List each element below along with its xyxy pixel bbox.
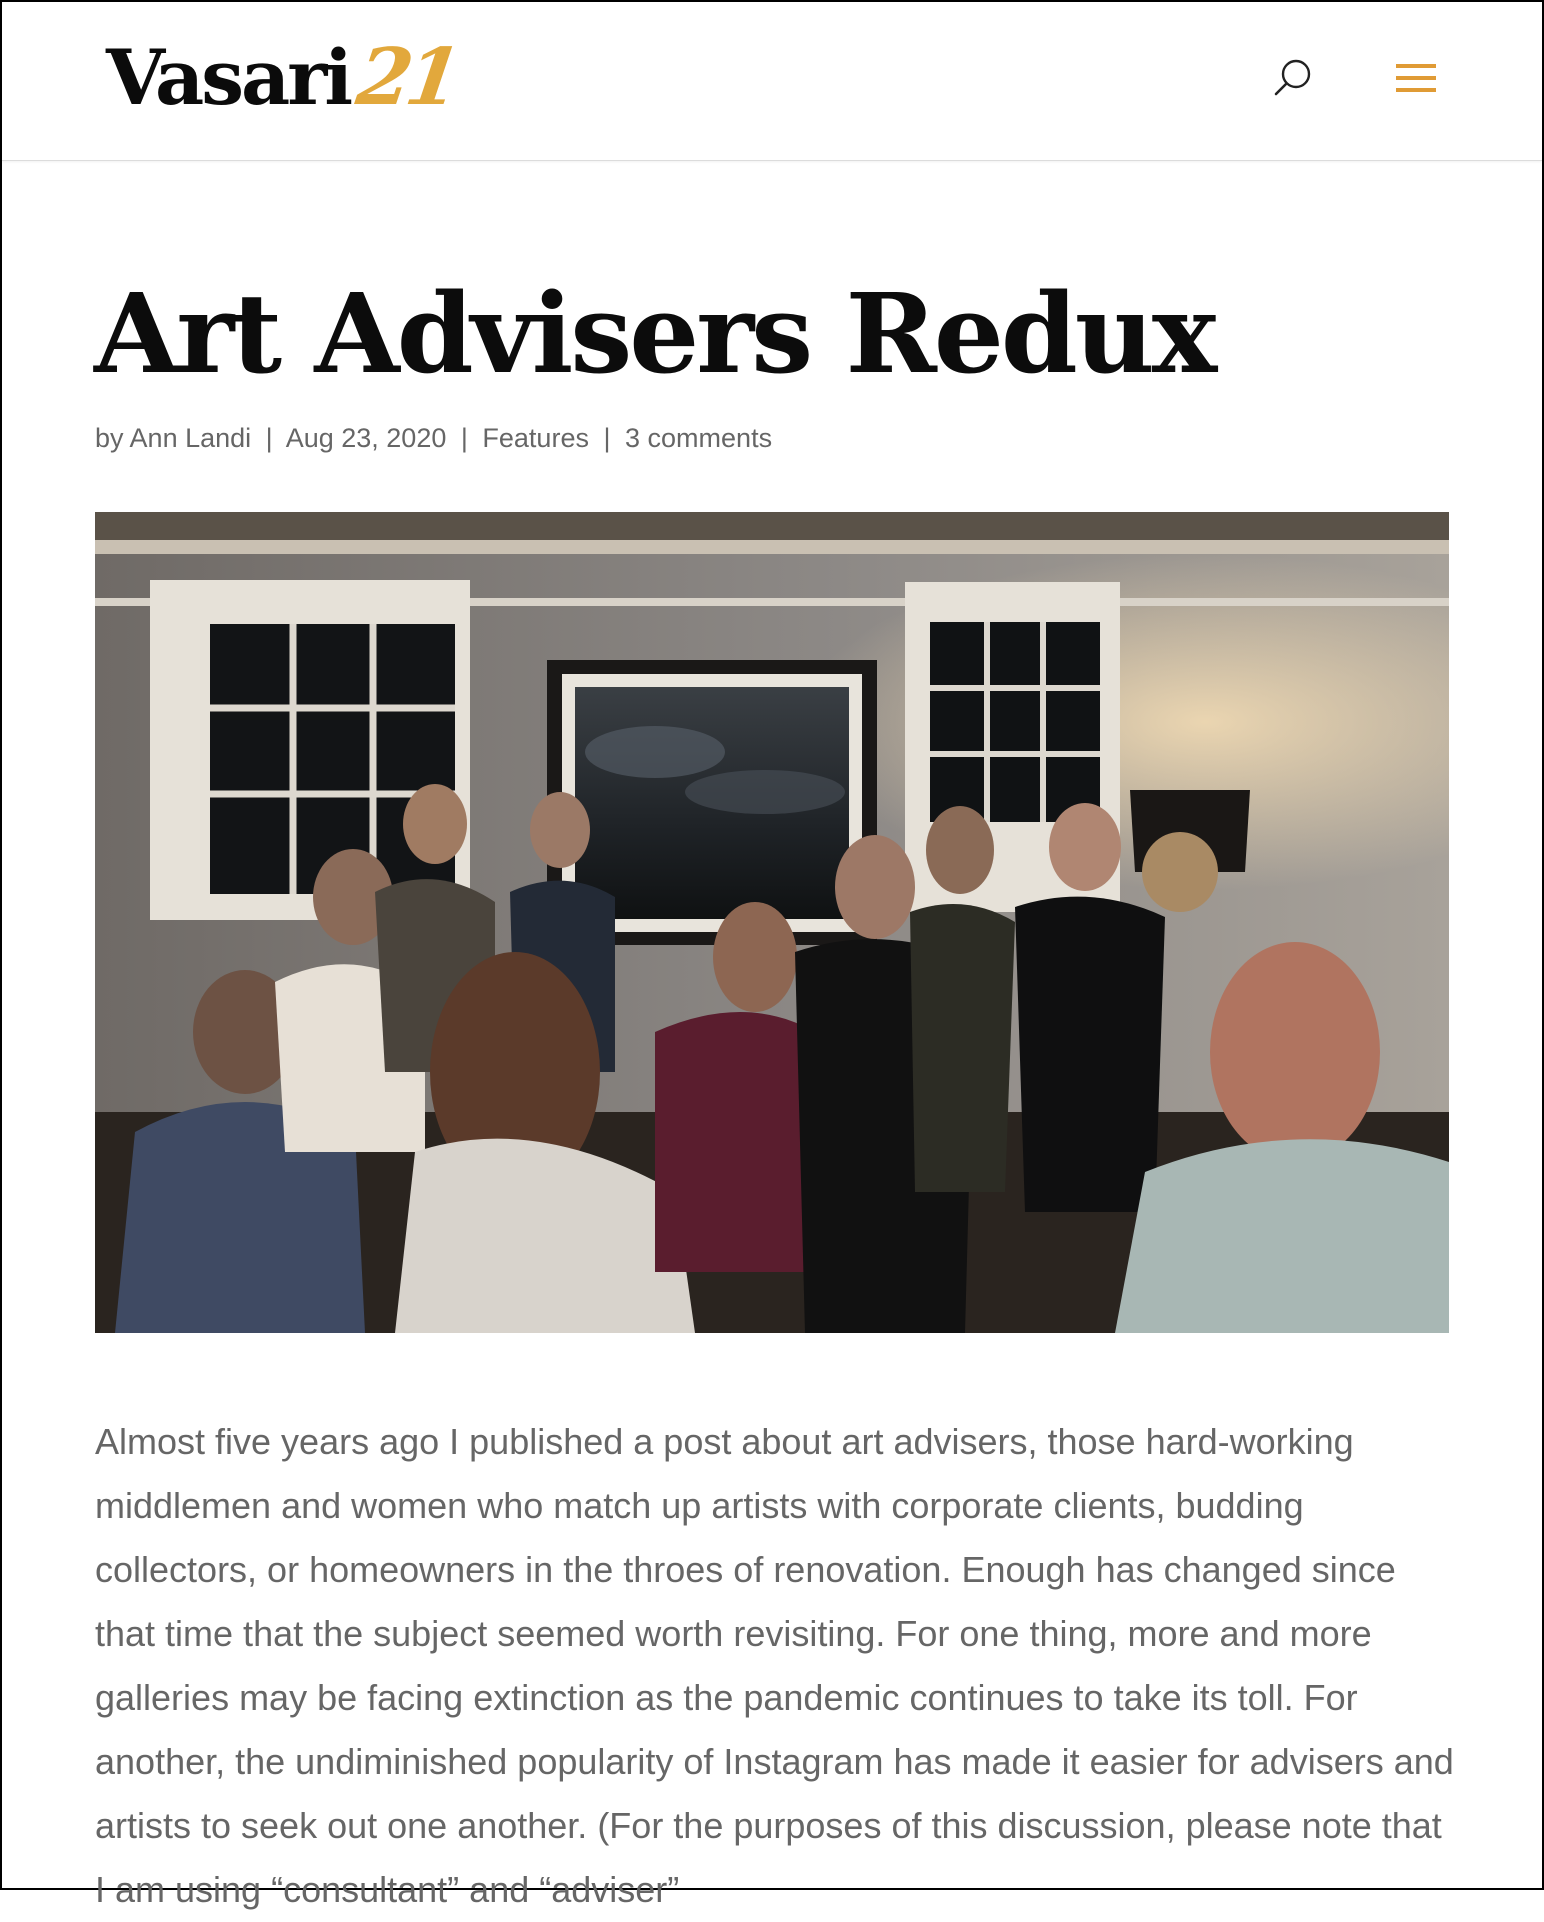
logo-wordmark: Vasari [106,33,351,122]
category-link[interactable]: Features [482,423,589,453]
post-title: Art Advisers Redux [94,269,1215,398]
search-icon [1270,54,1316,100]
meta-separator: | [603,423,611,453]
logo-number: 21 [351,32,462,123]
author-link[interactable]: Ann Landi [129,423,252,453]
post-meta [95,420,772,456]
byline-prefix: by [95,423,124,453]
meta-separator: | [265,423,273,453]
hamburger-menu-icon [1396,64,1436,68]
hamburger-menu-icon-bar [1396,76,1436,80]
search-button[interactable] [1270,54,1316,100]
hamburger-menu-icon-bar [1396,88,1436,92]
featured-image [95,512,1449,1333]
hamburger-menu-button[interactable] [1392,58,1438,98]
site-header [2,2,1542,161]
site-logo[interactable] [106,30,462,126]
article-paragraph: Almost five years ago I published a post about art advisers, those hard-working middlemen and women who match up artists with corporate clients, budding collectors, or homeowners in the throes of renovation. Enough has changed since that time that the subject seemed worth revisiting. For one thing, more and more galleries may be facing extinction as the pandemic continues to take its toll. For another, the undiminished popularity of Instagram has made it easier for advisers and artists to seek out one another. (For the purposes of this discussion, please note that I am using “consultant” and “adviser” [95,1421,1454,1910]
post-date: Aug 23, 2020 [285,423,447,453]
comments-link[interactable]: 3 comments [625,423,773,453]
party-photo [95,512,1449,1333]
meta-separator: | [460,423,468,453]
